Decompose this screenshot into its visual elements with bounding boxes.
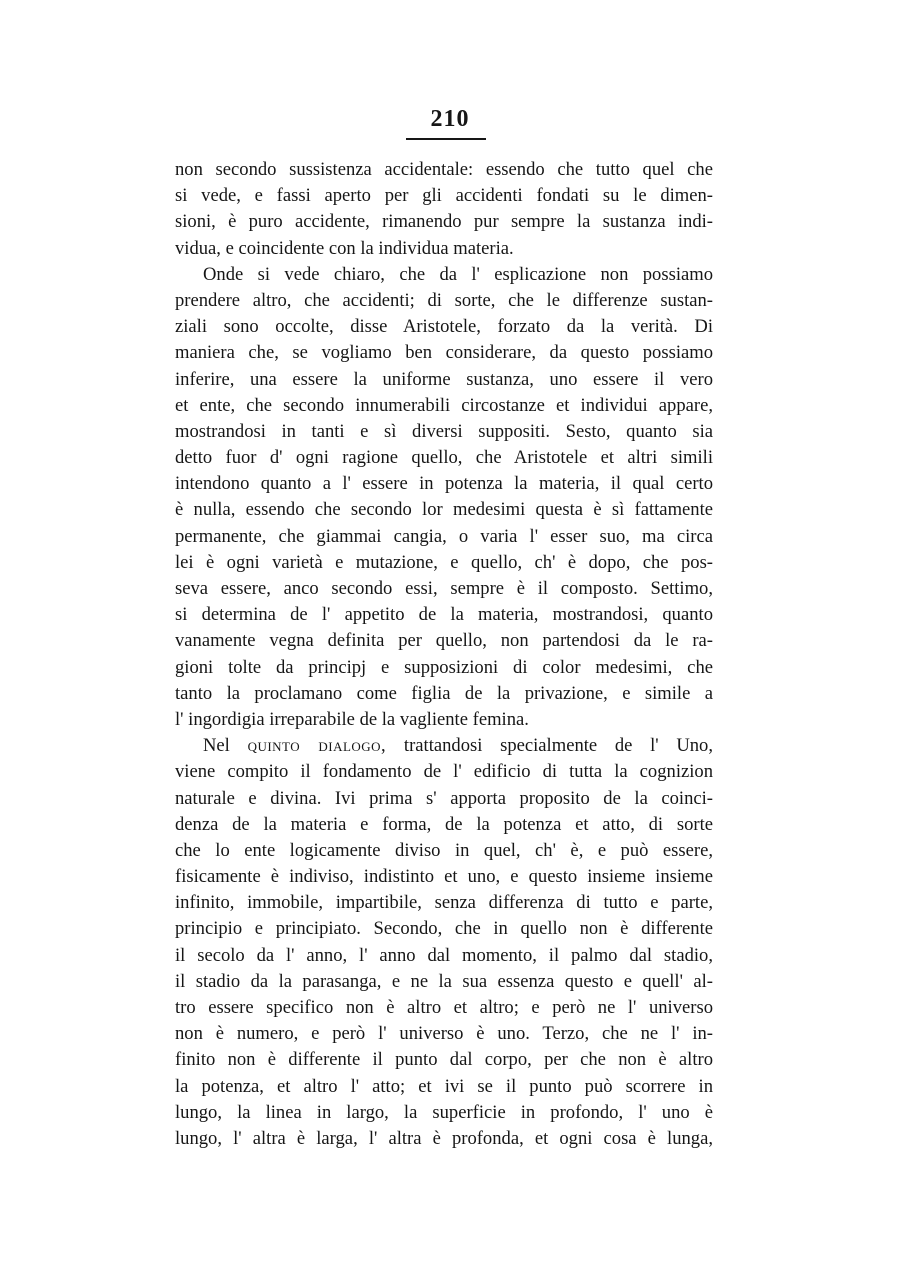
- text-line: prendere altro, che accidenti; di sorte, che le differenze sustan-: [175, 289, 713, 311]
- text-line: infinito, immobile, impartibile, senza differenza di tutto e parte,: [175, 892, 713, 914]
- text-line: viene compito il fondamento de l' edificio di tutta la cognizion: [175, 761, 713, 783]
- body-text: [175, 157, 713, 1152]
- page-number: 210: [430, 106, 470, 132]
- text-line: è nulla, essendo che secondo lor medesimi questa è sì fattamente: [175, 499, 713, 521]
- text-line: si determina de l' appetito de la materia, mostrandosi, quanto: [175, 604, 713, 626]
- text-line: principio e principiato. Secondo, che in quello non è differente: [175, 918, 713, 940]
- text-line: tanto la proclamano come figlia de la privazione, e simile a: [175, 682, 713, 704]
- text-line: il stadio da la parasanga, e ne la sua essenza questo e quell' al-: [175, 970, 713, 992]
- text-line: inferire, una essere la uniforme sustanza, uno essere il vero: [175, 368, 713, 390]
- text-fragment: trattandosi specialmente de l' Uno,: [386, 735, 713, 757]
- text-line: non è numero, e però l' universo è uno. Terzo, che ne l' in-: [175, 1023, 713, 1045]
- text-line: l' ingordigia irreparabile de la vagliente femina.: [175, 708, 529, 730]
- text-line: naturale e divina. Ivi prima s' apporta proposito de la coinci-: [175, 787, 713, 809]
- text-line: lei è ogni varietà e mutazione, e quello, ch' è dopo, che pos-: [175, 551, 713, 573]
- text-line: fisicamente è indiviso, indistinto et uno, e questo insieme insieme: [175, 866, 713, 888]
- text-line: non secondo sussistenza accidentale: essendo che tutto quel che: [175, 159, 713, 180]
- page-number-rule: [406, 138, 486, 140]
- text-line: vidua, e coincidente con la individua materia.: [175, 237, 514, 259]
- text-line: denza de la materia e forma, de la potenza et atto, di sorte: [175, 813, 713, 835]
- text-line: permanente, che giammai cangia, o varia l' esser suo, ma circa: [175, 525, 713, 547]
- text-line: et ente, che secondo innumerabili circostanze et individui appare,: [175, 394, 713, 416]
- text-line: intendono quanto a l' essere in potenza la materia, il qual certo: [175, 473, 713, 495]
- text-line: finito non è differente il punto dal corpo, per che non è altro: [175, 1049, 713, 1071]
- text-line: che lo ente logicamente diviso in quel, ch' è, e può essere,: [175, 839, 713, 861]
- text-line: lungo, la linea in largo, la superficie in profondo, l' uno è: [175, 1101, 713, 1123]
- text-line: detto fuor d' ogni ragione quello, che Aristotele et altri simili: [175, 447, 713, 469]
- text-line: seva essere, anco secondo essi, sempre è il composto. Settimo,: [175, 578, 713, 599]
- text-line: gioni tolte da principj e supposizioni di color medesimi, che: [175, 656, 713, 678]
- text-line: si vede, e fassi aperto per gli accidenti fondati su le dimen-: [175, 185, 713, 207]
- text-line: la potenza, et altro l' atto; et ivi se il punto può scorrere in: [175, 1075, 713, 1097]
- small-caps-heading: quinto dialogo,: [247, 735, 387, 757]
- text-fragment: Nel: [203, 735, 230, 757]
- text-line: sioni, è puro accidente, rimanendo pur sempre la sustanza indi-: [175, 211, 713, 233]
- text-line: mostrandosi in tanti e sì diversi suppositi. Sesto, quanto sia: [175, 420, 713, 442]
- text-line: il secolo da l' anno, l' anno dal momento, il palmo dal stadio,: [175, 944, 713, 966]
- text-line: lungo, l' altra è larga, l' altra è profonda, et ogni cosa è lunga,: [175, 1127, 713, 1149]
- text-line: ziali sono occolte, disse Aristotele, forzato da la verità. Di: [175, 316, 713, 338]
- text-line: maniera che, se vogliamo ben considerare, da questo possiamo: [175, 342, 713, 364]
- text-line: [175, 733, 713, 759]
- text-line: Onde si vede chiaro, che da l' esplicazione non possiamo: [203, 263, 713, 285]
- text-line: tro essere specifico non è altro et altro; e però ne l' universo: [175, 997, 713, 1018]
- text-line: vanamente vegna definita per quello, non partendosi da le ra-: [175, 630, 713, 652]
